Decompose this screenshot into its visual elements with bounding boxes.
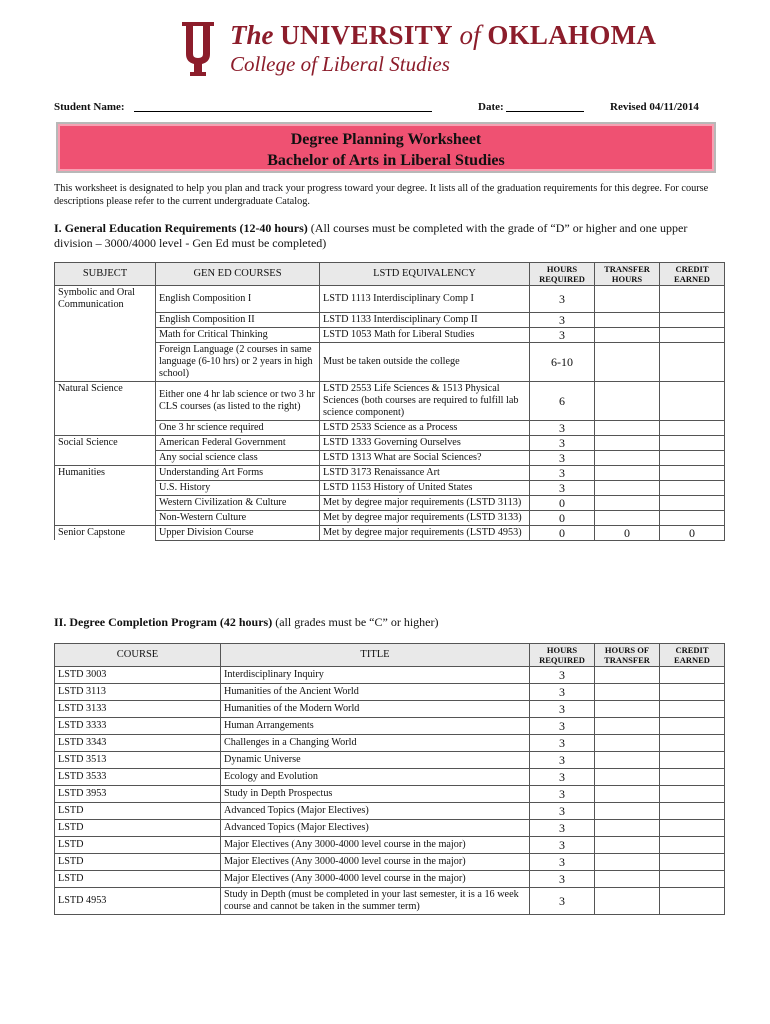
section2-title <box>54 615 724 630</box>
college-name: College of Liberal Studies <box>230 52 450 76</box>
hours-required-cell: 6 <box>530 381 595 420</box>
col-hours-required: HOURS REQUIRED <box>530 263 595 286</box>
gen-ed-row <box>55 465 725 480</box>
hours-required-cell: 3 <box>530 837 595 854</box>
gen-ed-course-cell: Foreign Language (2 courses in same language (6-10 hrs) or 2 years in high school) <box>156 342 320 381</box>
transfer-hours-cell[interactable] <box>595 327 660 342</box>
hours-required-cell: 3 <box>530 450 595 465</box>
title-cell: Major Electives (Any 3000-4000 level course in the major) <box>221 837 530 854</box>
credit-earned-cell[interactable] <box>660 735 725 752</box>
hours-required-cell: 0 <box>530 495 595 510</box>
gen-ed-course-cell: English Composition I <box>156 286 320 313</box>
banner-title: Degree Planning Worksheet <box>290 131 482 148</box>
hours-required-cell: 3 <box>530 718 595 735</box>
gen-ed-table <box>54 262 725 541</box>
hours-of-transfer-cell[interactable] <box>595 820 660 837</box>
hours-required-cell: 3 <box>530 820 595 837</box>
gen-ed-course-cell: American Federal Government <box>156 435 320 450</box>
subject-cell: Humanities <box>55 465 156 480</box>
header <box>176 14 657 80</box>
course-cell: LSTD 3333 <box>55 718 221 735</box>
hours-of-transfer-cell[interactable] <box>595 684 660 701</box>
degree-row <box>55 786 725 803</box>
hours-of-transfer-cell[interactable] <box>595 786 660 803</box>
revised-date: Revised 04/11/2014 <box>610 101 699 113</box>
gen-ed-row <box>55 381 725 420</box>
transfer-hours-cell[interactable] <box>595 420 660 435</box>
subject-cell: Social Science <box>55 435 156 450</box>
lstd-equivalency-cell: Met by degree major requirements (LSTD 4953) <box>320 525 530 540</box>
credit-earned-cell[interactable] <box>660 435 725 450</box>
lstd-equivalency-cell: LSTD 2533 Science as a Process <box>320 420 530 435</box>
transfer-hours-cell[interactable]: 0 <box>595 525 660 540</box>
gen-ed-row <box>55 327 725 342</box>
gen-ed-row <box>55 450 725 465</box>
credit-earned-cell[interactable] <box>660 450 725 465</box>
section2-title-rest: (all grades must be “C” or higher) <box>272 615 439 629</box>
transfer-hours-cell[interactable] <box>595 495 660 510</box>
degree-row <box>55 854 725 871</box>
gen-ed-row <box>55 510 725 525</box>
degree-row <box>55 820 725 837</box>
course-cell: LSTD 3133 <box>55 701 221 718</box>
gen-ed-row <box>55 420 725 435</box>
university-word: UNIVERSITY <box>280 20 453 50</box>
title-cell: Advanced Topics (Major Electives) <box>221 820 530 837</box>
hours-required-cell: 3 <box>530 871 595 888</box>
university-the: The <box>230 20 274 50</box>
credit-earned-cell[interactable] <box>660 342 725 381</box>
lstd-equivalency-cell: LSTD 3173 Renaissance Art <box>320 465 530 480</box>
credit-earned-cell[interactable] <box>660 465 725 480</box>
worksheet-banner <box>56 122 716 173</box>
gen-ed-header-row <box>55 263 725 286</box>
credit-earned-cell[interactable] <box>660 871 725 888</box>
title-cell: Study in Depth Prospectus <box>221 786 530 803</box>
course-cell: LSTD 3953 <box>55 786 221 803</box>
gen-ed-row <box>55 342 725 381</box>
hours-required-cell: 3 <box>530 286 595 313</box>
university-name <box>230 20 656 51</box>
hours-of-transfer-cell[interactable] <box>595 803 660 820</box>
hours-of-transfer-cell[interactable] <box>595 871 660 888</box>
hours-required-cell: 3 <box>530 420 595 435</box>
section1-title-bold: I. General Education Requirements (12-40 hours) <box>54 221 308 235</box>
gen-ed-course-cell: Either one 4 hr lab science or two 3 hr CLS courses (as listed to the right) <box>156 381 320 420</box>
hours-required-cell: 0 <box>530 525 595 540</box>
col-title: TITLE <box>221 644 530 667</box>
gen-ed-course-cell: U.S. History <box>156 480 320 495</box>
course-cell: LSTD <box>55 820 221 837</box>
hours-of-transfer-cell[interactable] <box>595 752 660 769</box>
credit-earned-cell[interactable] <box>660 667 725 684</box>
subject-cell <box>55 327 156 342</box>
ou-logo-icon <box>176 14 220 76</box>
lstd-equivalency-cell: LSTD 1133 Interdisciplinary Comp II <box>320 312 530 327</box>
subject-cell <box>55 510 156 525</box>
hours-required-cell: 3 <box>530 701 595 718</box>
credit-earned-cell[interactable] <box>660 769 725 786</box>
gen-ed-course-cell: Western Civilization & Culture <box>156 495 320 510</box>
gen-ed-row <box>55 480 725 495</box>
hours-required-cell: 3 <box>530 465 595 480</box>
credit-earned-cell[interactable] <box>660 752 725 769</box>
gen-ed-course-cell: Non-Western Culture <box>156 510 320 525</box>
credit-earned-cell[interactable] <box>660 718 725 735</box>
hours-of-transfer-cell[interactable] <box>595 769 660 786</box>
col-gen-ed-courses: GEN ED COURSES <box>156 263 320 286</box>
title-cell: Advanced Topics (Major Electives) <box>221 803 530 820</box>
date-label: Date: <box>478 101 504 113</box>
title-cell: Major Electives (Any 3000-4000 level course in the major) <box>221 854 530 871</box>
course-cell: LSTD <box>55 871 221 888</box>
lstd-equivalency-cell: LSTD 1153 History of United States <box>320 480 530 495</box>
transfer-hours-cell[interactable] <box>595 312 660 327</box>
subject-cell <box>55 450 156 465</box>
credit-earned-cell[interactable] <box>660 820 725 837</box>
degree-row <box>55 667 725 684</box>
credit-earned-cell[interactable] <box>660 510 725 525</box>
intro-text: This worksheet is designated to help you plan and track your progress toward your degree. It lists all of the graduation requirements for this degree. For course descriptions please refer to the current undergraduate Catalog. <box>54 183 709 207</box>
title-cell: Challenges in a Changing World <box>221 735 530 752</box>
degree-row <box>55 888 725 915</box>
hours-required-cell: 3 <box>530 752 595 769</box>
hours-required-cell: 3 <box>530 667 595 684</box>
title-cell: Ecology and Evolution <box>221 769 530 786</box>
course-cell: LSTD 3533 <box>55 769 221 786</box>
credit-earned-cell[interactable] <box>660 495 725 510</box>
degree-completion-table <box>54 643 725 915</box>
gen-ed-row <box>55 495 725 510</box>
hours-required-cell: 6-10 <box>530 342 595 381</box>
student-name-label: Student Name: <box>54 101 125 113</box>
course-cell: LSTD 3113 <box>55 684 221 701</box>
degree-row <box>55 735 725 752</box>
hours-of-transfer-cell[interactable] <box>595 837 660 854</box>
hours-required-cell: 3 <box>530 327 595 342</box>
transfer-hours-cell[interactable] <box>595 342 660 381</box>
credit-earned-cell[interactable] <box>660 327 725 342</box>
title-cell: Major Electives (Any 3000-4000 level course in the major) <box>221 871 530 888</box>
hours-required-cell: 3 <box>530 888 595 915</box>
title-cell: Humanities of the Modern World <box>221 701 530 718</box>
section1-title <box>54 221 724 251</box>
credit-earned-cell[interactable] <box>660 854 725 871</box>
credit-earned-cell[interactable] <box>660 312 725 327</box>
subject-cell <box>55 480 156 495</box>
hours-of-transfer-cell[interactable] <box>595 718 660 735</box>
gen-ed-course-cell: Any social science class <box>156 450 320 465</box>
course-cell: LSTD 3513 <box>55 752 221 769</box>
date-field[interactable] <box>506 111 584 112</box>
section1-title-rest: (All courses must be completed with the grade of “D” or higher and one upper division – 3000/4000 level - Gen Ed must be completed) <box>54 221 688 250</box>
title-cell: Dynamic Universe <box>221 752 530 769</box>
subject-cell <box>55 495 156 510</box>
subject-cell: Senior Capstone <box>55 525 156 540</box>
student-name-field[interactable] <box>134 111 432 112</box>
course-cell: LSTD <box>55 854 221 871</box>
university-of: of <box>459 20 481 50</box>
credit-earned-cell[interactable] <box>660 837 725 854</box>
gen-ed-row <box>55 312 725 327</box>
col-course: COURSE <box>55 644 221 667</box>
title-cell: Interdisciplinary Inquiry <box>221 667 530 684</box>
lstd-equivalency-cell: Met by degree major requirements (LSTD 3133) <box>320 510 530 525</box>
subject-cell <box>55 420 156 435</box>
credit-earned-cell[interactable]: 0 <box>660 525 725 540</box>
banner-subtitle: Bachelor of Arts in Liberal Studies <box>267 152 505 169</box>
col-credit-earned: CREDIT EARNED <box>660 644 725 667</box>
credit-earned-cell[interactable] <box>660 701 725 718</box>
gen-ed-course-cell: One 3 hr science required <box>156 420 320 435</box>
degree-header-row <box>55 644 725 667</box>
hours-required-cell: 3 <box>530 803 595 820</box>
credit-earned-cell[interactable] <box>660 888 725 915</box>
credit-earned-cell[interactable] <box>660 286 725 313</box>
title-cell: Humanities of the Ancient World <box>221 684 530 701</box>
subject-cell <box>55 312 156 327</box>
subject-cell: Symbolic and Oral Communication <box>55 286 156 313</box>
degree-row <box>55 752 725 769</box>
transfer-hours-cell[interactable] <box>595 510 660 525</box>
lstd-equivalency-cell: LSTD 2553 Life Sciences & 1513 Physical Sciences (both courses are required to fulfill lab science component) <box>320 381 530 420</box>
title-cell: Human Arrangements <box>221 718 530 735</box>
col-transfer-hours: TRANSFER HOURS <box>595 263 660 286</box>
hours-required-cell: 3 <box>530 786 595 803</box>
transfer-hours-cell[interactable] <box>595 480 660 495</box>
gen-ed-course-cell: Upper Division Course <box>156 525 320 540</box>
university-oklahoma: OKLAHOMA <box>487 20 657 50</box>
transfer-hours-cell[interactable] <box>595 435 660 450</box>
col-lstd-equivalency: LSTD EQUIVALENCY <box>320 263 530 286</box>
lstd-equivalency-cell: Met by degree major requirements (LSTD 3113) <box>320 495 530 510</box>
gen-ed-course-cell: English Composition II <box>156 312 320 327</box>
hours-of-transfer-cell[interactable] <box>595 888 660 915</box>
hours-required-cell: 3 <box>530 312 595 327</box>
hours-required-cell: 3 <box>530 480 595 495</box>
hours-of-transfer-cell[interactable] <box>595 854 660 871</box>
section2-title-bold: II. Degree Completion Program (42 hours) <box>54 615 273 629</box>
credit-earned-cell[interactable] <box>660 803 725 820</box>
credit-earned-cell[interactable] <box>660 786 725 803</box>
degree-row <box>55 803 725 820</box>
credit-earned-cell[interactable] <box>660 420 725 435</box>
transfer-hours-cell[interactable] <box>595 286 660 313</box>
degree-row <box>55 769 725 786</box>
lstd-equivalency-cell: Must be taken outside the college <box>320 342 530 381</box>
degree-row <box>55 837 725 854</box>
course-cell: LSTD 3003 <box>55 667 221 684</box>
transfer-hours-cell[interactable] <box>595 465 660 480</box>
degree-row <box>55 718 725 735</box>
transfer-hours-cell[interactable] <box>595 450 660 465</box>
col-hours-required: HOURS REQUIRED <box>530 644 595 667</box>
hours-of-transfer-cell[interactable] <box>595 701 660 718</box>
credit-earned-cell[interactable] <box>660 684 725 701</box>
subject-cell <box>55 342 156 381</box>
degree-row <box>55 701 725 718</box>
gen-ed-row <box>55 286 725 313</box>
course-cell: LSTD 4953 <box>55 888 221 915</box>
course-cell: LSTD <box>55 803 221 820</box>
student-info-row <box>54 101 704 115</box>
hours-required-cell: 0 <box>530 510 595 525</box>
col-subject: SUBJECT <box>55 263 156 286</box>
hours-required-cell: 3 <box>530 735 595 752</box>
degree-row <box>55 684 725 701</box>
hours-required-cell: 3 <box>530 854 595 871</box>
col-hours-of-transfer: HOURS OF TRANSFER <box>595 644 660 667</box>
hours-required-cell: 3 <box>530 684 595 701</box>
gen-ed-row <box>55 525 725 540</box>
lstd-equivalency-cell: LSTD 1313 What are Social Sciences? <box>320 450 530 465</box>
hours-of-transfer-cell[interactable] <box>595 735 660 752</box>
credit-earned-cell[interactable] <box>660 381 725 420</box>
lstd-equivalency-cell: LSTD 1053 Math for Liberal Studies <box>320 327 530 342</box>
course-cell: LSTD <box>55 837 221 854</box>
gen-ed-course-cell: Math for Critical Thinking <box>156 327 320 342</box>
credit-earned-cell[interactable] <box>660 480 725 495</box>
subject-cell: Natural Science <box>55 381 156 420</box>
hours-required-cell: 3 <box>530 435 595 450</box>
transfer-hours-cell[interactable] <box>595 381 660 420</box>
hours-required-cell: 3 <box>530 769 595 786</box>
title-cell: Study in Depth (must be completed in your last semester, it is a 16 week course and cannot be taken in the summer term) <box>221 888 530 915</box>
hours-of-transfer-cell[interactable] <box>595 667 660 684</box>
lstd-equivalency-cell: LSTD 1113 Interdisciplinary Comp I <box>320 286 530 313</box>
gen-ed-course-cell: Understanding Art Forms <box>156 465 320 480</box>
gen-ed-row <box>55 435 725 450</box>
col-credit-earned: CREDIT EARNED <box>660 263 725 286</box>
degree-row <box>55 871 725 888</box>
course-cell: LSTD 3343 <box>55 735 221 752</box>
lstd-equivalency-cell: LSTD 1333 Governing Ourselves <box>320 435 530 450</box>
